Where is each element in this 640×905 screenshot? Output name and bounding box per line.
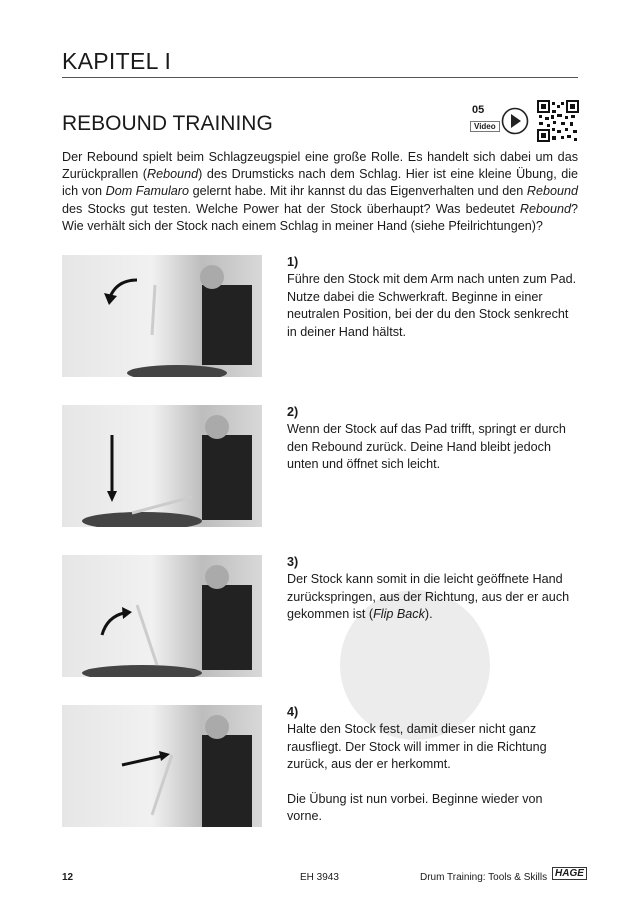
step-3-photo xyxy=(62,555,262,677)
divider xyxy=(62,77,578,78)
page-title: REBOUND TRAINING xyxy=(62,112,273,135)
step-number: 4) xyxy=(287,705,299,719)
book-title: Drum Training: Tools & Skills xyxy=(420,872,548,883)
step-text: Der Stock kann somit in die leicht geöffnete Hand zurückspringen, aus der Richtung, aus der er auch gekommen ist (Flip Back). xyxy=(287,572,570,622)
edition-code: EH 3943 xyxy=(300,872,339,883)
publisher-logo: HAGE xyxy=(552,867,587,880)
video-number: 05 xyxy=(472,104,485,116)
step-1 xyxy=(287,254,579,341)
qr-code xyxy=(537,100,579,142)
step-text: Führe den Stock mit dem Arm nach unten zum Pad. Nutze dabei die Schwerkraft. Beginne in einer neutralen Position, bei der du den Stock senkrecht in deiner Hand hältst. xyxy=(287,272,577,339)
step-2-photo xyxy=(62,405,262,527)
arrow-right-icon xyxy=(62,705,262,827)
step-2 xyxy=(287,404,579,474)
step-4-photo xyxy=(62,705,262,827)
chapter-heading: KAPITEL I xyxy=(62,48,172,74)
step-3 xyxy=(287,554,579,624)
curved-arrow-up-icon xyxy=(62,555,262,677)
step-number: 2) xyxy=(287,405,299,419)
play-icon xyxy=(501,106,529,136)
step-text: Halte den Stock fest, damit dieser nicht ganz rausfliegt. Der Stock will immer in die Richtung zurück, aus der er herkommt. xyxy=(287,722,547,772)
step-1-photo xyxy=(62,255,262,377)
curved-arrow-down-icon xyxy=(62,255,262,377)
step-4 xyxy=(287,704,579,825)
video-badge[interactable] xyxy=(470,106,530,138)
arrow-down-icon xyxy=(62,405,262,527)
step-number: 3) xyxy=(287,555,299,569)
step-number: 1) xyxy=(287,255,299,269)
video-label: Video xyxy=(470,121,500,132)
step-text-closing: Die Übung ist nun vorbei. Beginne wieder von vorne. xyxy=(287,791,543,824)
page-number: 12 xyxy=(62,872,74,883)
step-text: Wenn der Stock auf das Pad trifft, springt er durch den Rebound zurück. Deine Hand bleibt jedoch unten und öffnet sich leicht. xyxy=(287,422,566,472)
intro-paragraph: Der Rebound spielt beim Schlagzeugspiel eine große Rolle. Es handelt sich dabei um das Zurückprallen (Rebound) des Drumsticks nach dem Schlag. Hier ist eine kleine Übung, die ich von Dom Famularo gelernt habe. Mit ihr kannst du das Eigenverhalten und den Rebound des Stocks gut testen. Welche Power hat der Stock überhaupt? Was bedeutet Rebound? Wie verhält sich der Stock nach einem Schlag in meiner Hand (siehe Pfeilrichtungen)? xyxy=(62,150,578,233)
